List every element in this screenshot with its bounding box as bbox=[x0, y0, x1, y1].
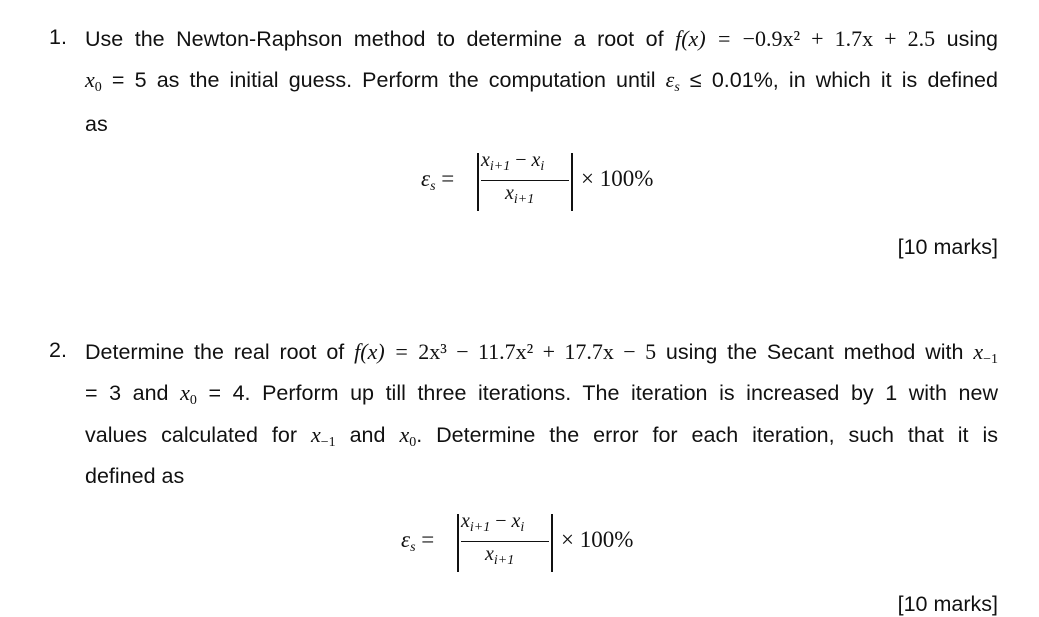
q2-formula-numerator bbox=[461, 510, 524, 533]
question-1-line-1 bbox=[85, 25, 998, 53]
q1-formula-times: × 100% bbox=[581, 166, 654, 191]
question-2-line-3 bbox=[85, 421, 998, 449]
q2-abs-bar-left bbox=[457, 514, 459, 572]
q1-x0-symbol: x bbox=[85, 67, 95, 92]
q1-function bbox=[675, 26, 935, 51]
q1-x0-subscript: 0 bbox=[94, 80, 102, 95]
q1-intro-text: Use the Newton-Raphson method to determine a root of bbox=[85, 27, 664, 51]
question-2-marks: [10 marks] bbox=[897, 592, 998, 616]
q2-xm1-symbol: x bbox=[973, 339, 984, 364]
question-1-line-2 bbox=[85, 66, 998, 94]
q1-formula-denominator bbox=[505, 182, 534, 205]
q2-xm1-var bbox=[973, 339, 998, 367]
q2-num-right-sub: i bbox=[520, 520, 525, 535]
q1-initial-guess-var bbox=[85, 67, 102, 95]
q2-formula-equals: = bbox=[421, 527, 435, 552]
q1-line2-tail: ≤ 0.01%, in which it is defined bbox=[689, 68, 998, 92]
q1-error-formula bbox=[421, 145, 681, 215]
q2-line3-x0-with-text bbox=[399, 422, 998, 450]
q1-formula-lhs bbox=[421, 166, 454, 192]
q1-num-left-sub: i+1 bbox=[489, 159, 511, 174]
q1-num-right-sub: i bbox=[540, 159, 545, 174]
q1-num-right: x bbox=[531, 149, 541, 171]
q1-formula-equals: = bbox=[441, 166, 455, 191]
q2-line2-text-b: = 4. Perform up till three iterations. The iteration is increased by 1 with new bbox=[208, 381, 998, 405]
q2-function bbox=[354, 339, 656, 364]
q2-formula-epsilon-sub: s bbox=[410, 540, 416, 555]
q1-line1-tail: using bbox=[946, 27, 999, 51]
question-1-line-3: as bbox=[85, 112, 108, 136]
q1-den-sub: i+1 bbox=[513, 192, 535, 207]
q2-num-left: x bbox=[461, 510, 470, 532]
question-1-number: 1. bbox=[49, 25, 67, 49]
q2-line3-xm1-var bbox=[310, 422, 336, 450]
q2-xm1-subscript: −1 bbox=[983, 352, 998, 367]
q1-den-symbol: x bbox=[505, 182, 514, 204]
q1-abs-bar-right bbox=[571, 153, 573, 211]
q2-den-symbol: x bbox=[485, 543, 494, 565]
q2-formula-lhs bbox=[401, 527, 434, 553]
q1-function-lhs: f(x) = bbox=[675, 26, 743, 51]
q1-epsilon-subscript: s bbox=[674, 80, 680, 95]
q1-epsilon-var bbox=[665, 67, 680, 95]
q1-line2-text: = 5 as the initial guess. Perform the computation until bbox=[111, 68, 656, 92]
q2-function-rhs: 2x³ − 11.7x² + 17.7x − 5 bbox=[418, 339, 657, 364]
question-2-line-4: defined as bbox=[85, 464, 185, 488]
q2-formula-epsilon: ε bbox=[401, 527, 411, 552]
q1-formula-epsilon-sub: s bbox=[430, 179, 436, 194]
q1-formula-numerator bbox=[481, 149, 544, 172]
q2-line3-and: and bbox=[349, 423, 386, 447]
q2-line3-text-a: values calculated for bbox=[85, 423, 297, 447]
q2-intro-text: Determine the real root of bbox=[85, 340, 345, 364]
q2-line3-x0-subscript: 0 bbox=[409, 435, 417, 450]
q2-line1-tail: using the Secant method with bbox=[665, 340, 964, 364]
q2-x0-subscript: 0 bbox=[189, 393, 197, 408]
q2-line3-xm1-symbol: x bbox=[310, 422, 321, 447]
q2-den-sub: i+1 bbox=[493, 553, 515, 568]
question-1-marks: [10 marks] bbox=[897, 235, 998, 259]
q1-abs-bar-left bbox=[477, 153, 479, 211]
q2-function-lhs: f(x) = bbox=[354, 339, 419, 364]
q2-num-right: x bbox=[511, 510, 521, 532]
q2-x0-symbol: x bbox=[180, 380, 190, 405]
q2-line2-text-a: = 3 and bbox=[85, 381, 169, 405]
q1-function-rhs: −0.9x² + 1.7x + 2.5 bbox=[742, 26, 936, 51]
q2-line3-x0-var bbox=[399, 422, 417, 450]
q2-line3-xm1-subscript: −1 bbox=[320, 435, 336, 450]
q2-num-minus: − bbox=[495, 510, 507, 532]
q1-num-left: x bbox=[481, 149, 490, 171]
question-2-number: 2. bbox=[49, 338, 67, 362]
q2-formula-times: × 100% bbox=[561, 527, 634, 552]
q1-num-minus: − bbox=[515, 149, 527, 171]
question-2-line-2 bbox=[85, 379, 998, 407]
q2-error-formula bbox=[401, 506, 661, 576]
q1-formula-epsilon: ε bbox=[421, 166, 431, 191]
q2-formula-denominator bbox=[485, 543, 514, 566]
q2-line3-text-b: . Determine the error for each iteration, such that it is bbox=[416, 423, 998, 447]
q2-x0-var bbox=[180, 380, 197, 408]
q2-num-left-sub: i+1 bbox=[469, 520, 491, 535]
question-2-line-1 bbox=[85, 338, 998, 366]
q1-epsilon-symbol: ε bbox=[665, 67, 675, 92]
q2-line3-x0-symbol: x bbox=[399, 422, 410, 447]
q2-abs-bar-right bbox=[551, 514, 553, 572]
